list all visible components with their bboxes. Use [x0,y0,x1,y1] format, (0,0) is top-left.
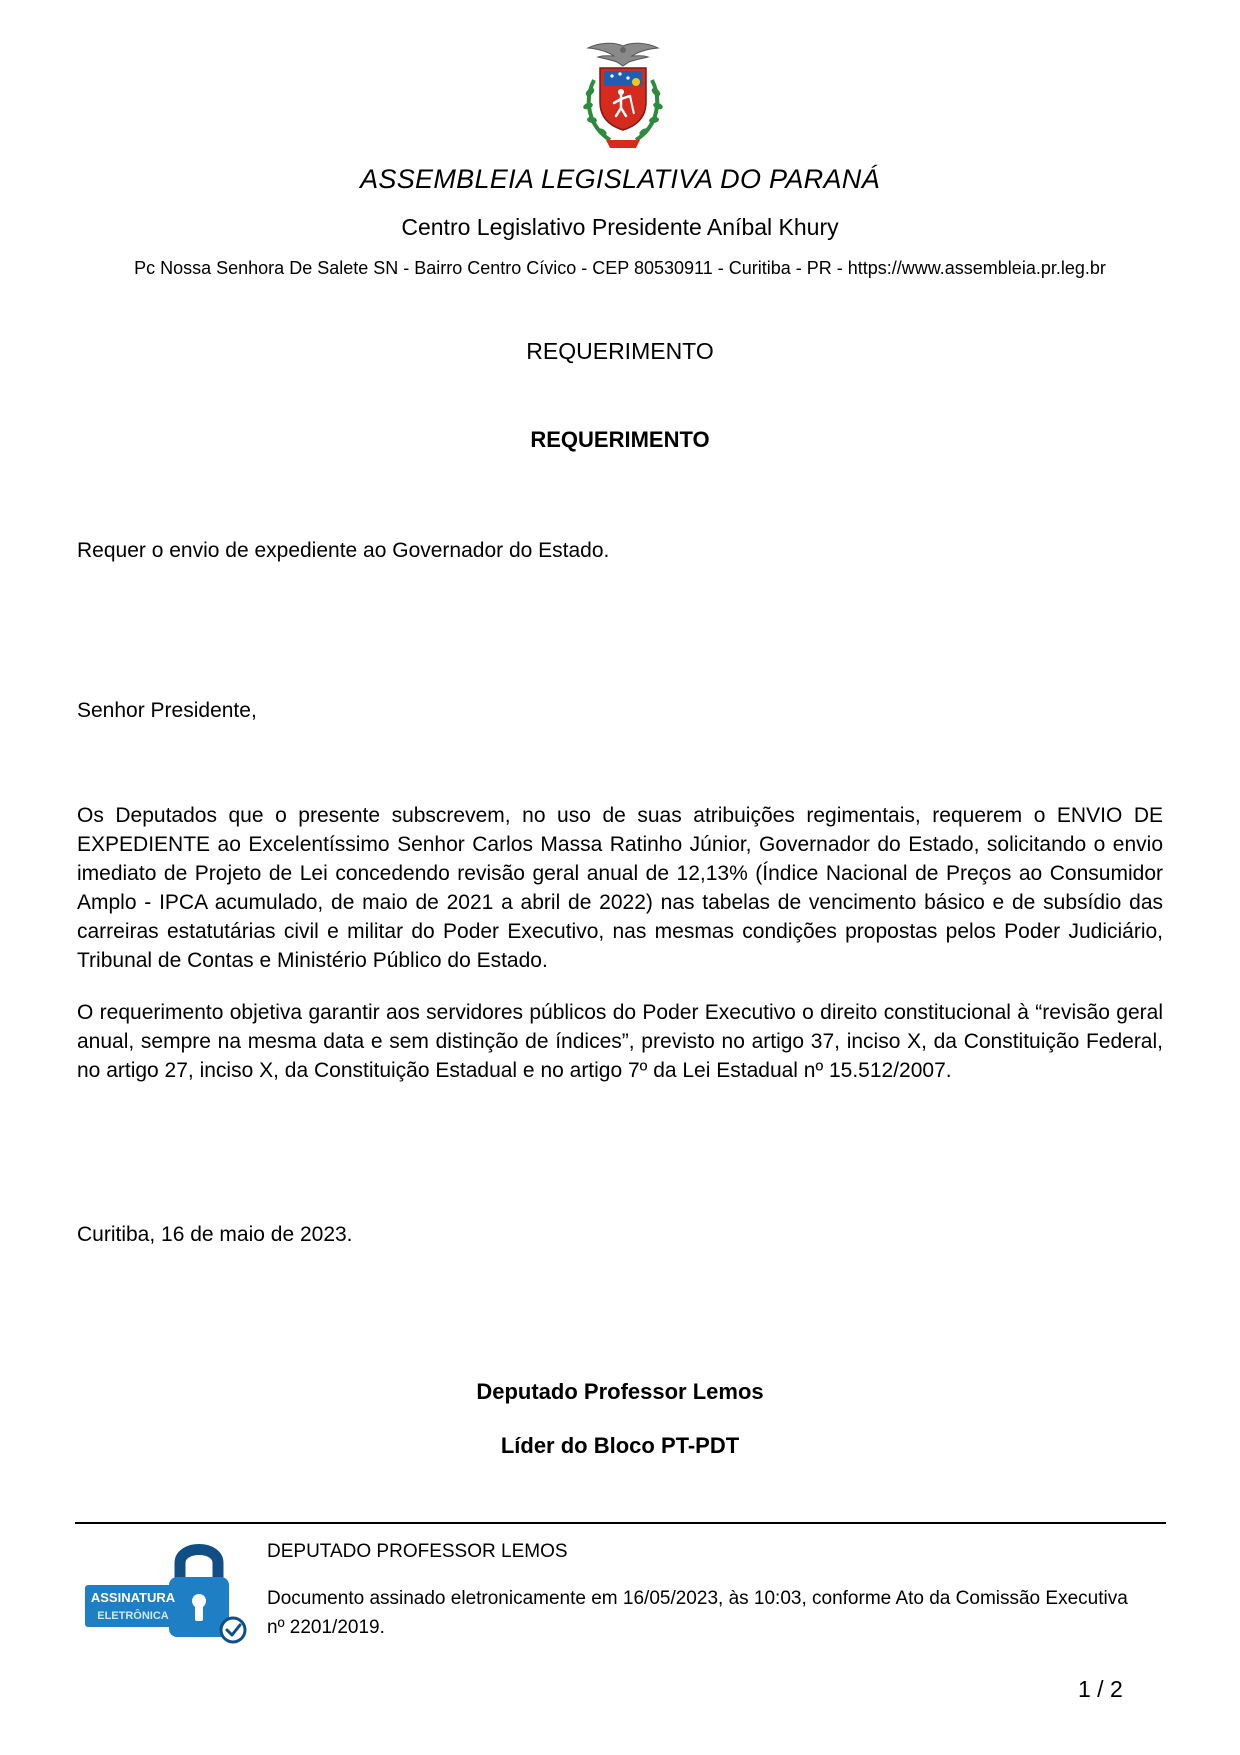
parana-coat-of-arms-icon [570,40,676,152]
badge-text-line2: ELETRÔNICA [97,1610,169,1622]
footer-signer-name: DEPUTADO PROFESSOR LEMOS [267,1541,568,1562]
check-circle-icon [221,1618,245,1642]
institution-title: ASSEMBLEIA LEGISLATIVA DO PARANÁ [360,164,880,194]
body-paragraph: O requerimento objetiva garantir aos servidores públicos do Poder Executivo o direito constitucional à “revisão geral anual, sempre na mesma data e sem distinção de índices”, previsto no artigo 37, inciso X, da Constituição Federal, no artigo 27, inciso X, da Constituição Estadual e no artigo 7º da Lei Estadual nº 15.512/2007. [77,1001,1163,1082]
footer-divider [75,1522,1166,1524]
page-number: 1 / 2 [1078,1676,1123,1702]
badge-text-line1: ASSINATURA [90,1590,176,1605]
document-summary: Requer o envio de expediente ao Governador do Estado. [77,539,610,562]
body-paragraph: Os Deputados que o presente subscrevem, no uso de suas atribuições regimentais, requerem o ENVIO DE EXPEDIENTE ao Excelentíssimo Senhor Carlos Massa Ratinho Júnior, Governador do Estado, solicitando o envio imediato de Projeto de Lei concedendo revisão geral anual de 12,13% (Índice Nacional de Preços ao Consumidor Amplo - IPCA acumulado, de maio de 2021 a abril de 2022) nas tabelas de vencimento básico e de subsídio das carreiras estatutárias civil e militar do Poder Executivo, nas mesmas condições propostas pelos Poder Judiciário, Tribunal de Contas e Ministério Público do Estado. [77,804,1163,972]
date-line: Curitiba, 16 de maio de 2023. [77,1223,353,1246]
electronic-signature-badge [85,1533,255,1648]
document-heading: REQUERIMENTO [530,427,710,452]
signature-role: Líder do Bloco PT-PDT [500,1433,740,1458]
institution-address: Pc Nossa Senhora De Salete SN - Bairro Centro Cívico - CEP 80530911 - Curitiba - PR - https://www.assembleia.pr.leg.br [134,258,1106,278]
footer-signature-note: Documento assinado eletronicamente em 16/05/2023, às 10:03, conforme Ato da Comissão Executiva nº 2201/2019. [267,1588,1128,1638]
institution-subtitle: Centro Legislativo Presidente Aníbal Khury [401,214,839,240]
document-type-label: REQUERIMENTO [526,338,714,364]
signature-name: Deputado Professor Lemos [476,1379,764,1404]
salutation: Senhor Presidente, [77,699,257,722]
